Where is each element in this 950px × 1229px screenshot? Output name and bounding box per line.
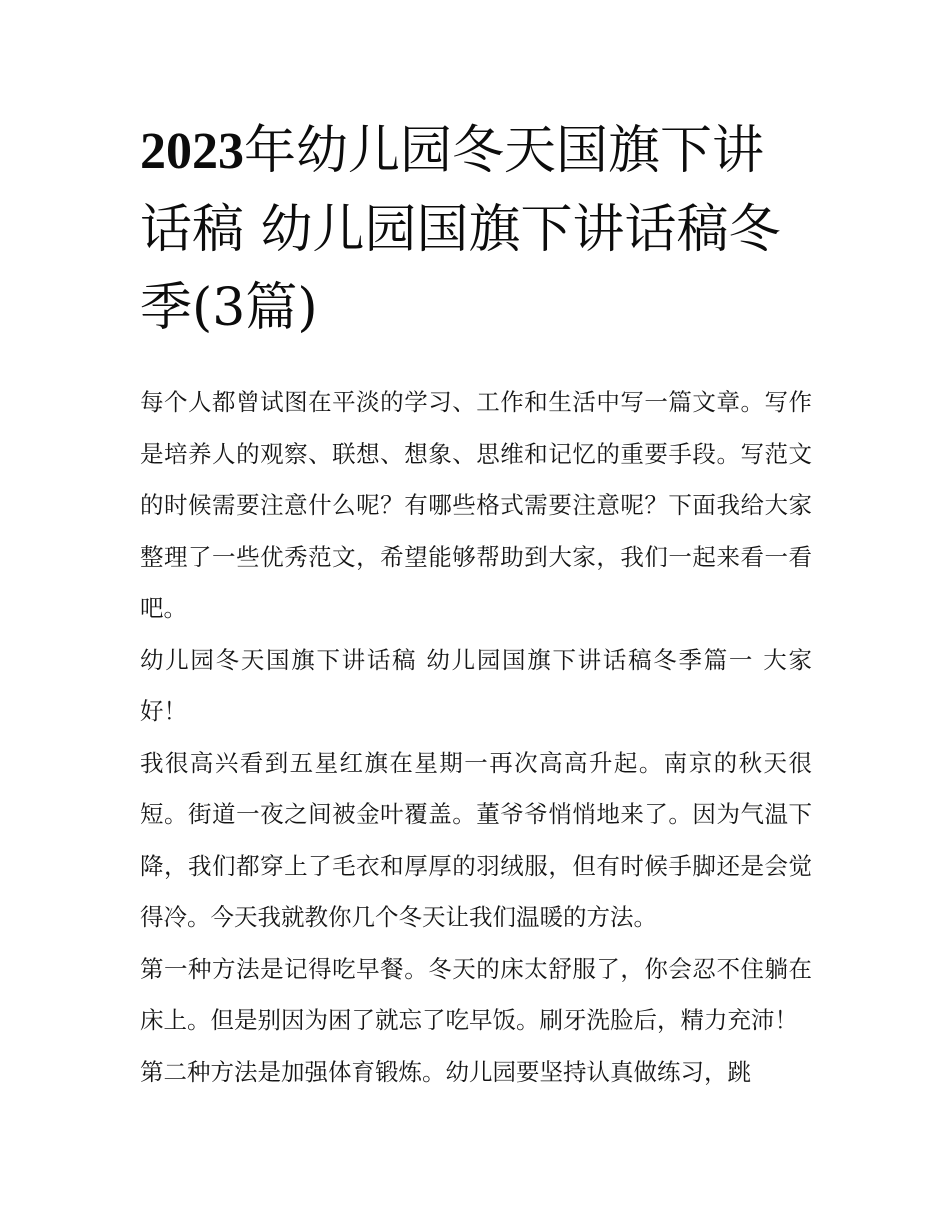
section-heading-paragraph: 幼儿园冬天国旗下讲话稿 幼儿园国旗下讲话稿冬季篇一 大家好！ bbox=[140, 645, 812, 725]
intro-paragraph: 每个人都曾试图在平淡的学习、工作和生活中写一篇文章。写作是培养人的观察、联想、想象、思维和记忆的重要手段。写范文的时候需要注意什么呢？有哪些格式需要注意呢？下面我给大家整理了一些优秀范文，希望能够帮助到大家，我们一起来看一看吧。 bbox=[140, 388, 812, 622]
document-title bbox=[140, 112, 812, 347]
body-paragraph: 第一种方法是记得吃早餐。冬天的床太舒服了，你会忍不住躺在床上。但是别因为困了就忘了吃早饭。刷牙洗脸后，精力充沛！ bbox=[140, 954, 812, 1034]
body-paragraph: 我很高兴看到五星红旗在星期一再次高高升起。南京的秋天很短。街道一夜之间被金叶覆盖。董爷爷悄悄地来了。因为气温下降，我们都穿上了毛衣和厚厚的羽绒服，但有时候手脚还是会觉得冷。今天我就教你几个冬天让我们温暖的方法。 bbox=[140, 748, 812, 931]
title-text: 年幼儿园冬天国旗下讲话稿 幼儿园国旗下讲话稿冬季(3篇) bbox=[140, 121, 781, 338]
document-body bbox=[140, 377, 812, 1098]
title-year: 2023 bbox=[140, 123, 244, 180]
document-page bbox=[140, 112, 812, 1098]
body-paragraph: 第二种方法是加强体育锻炼。幼儿园要坚持认真做练习，跳 bbox=[140, 1057, 751, 1086]
